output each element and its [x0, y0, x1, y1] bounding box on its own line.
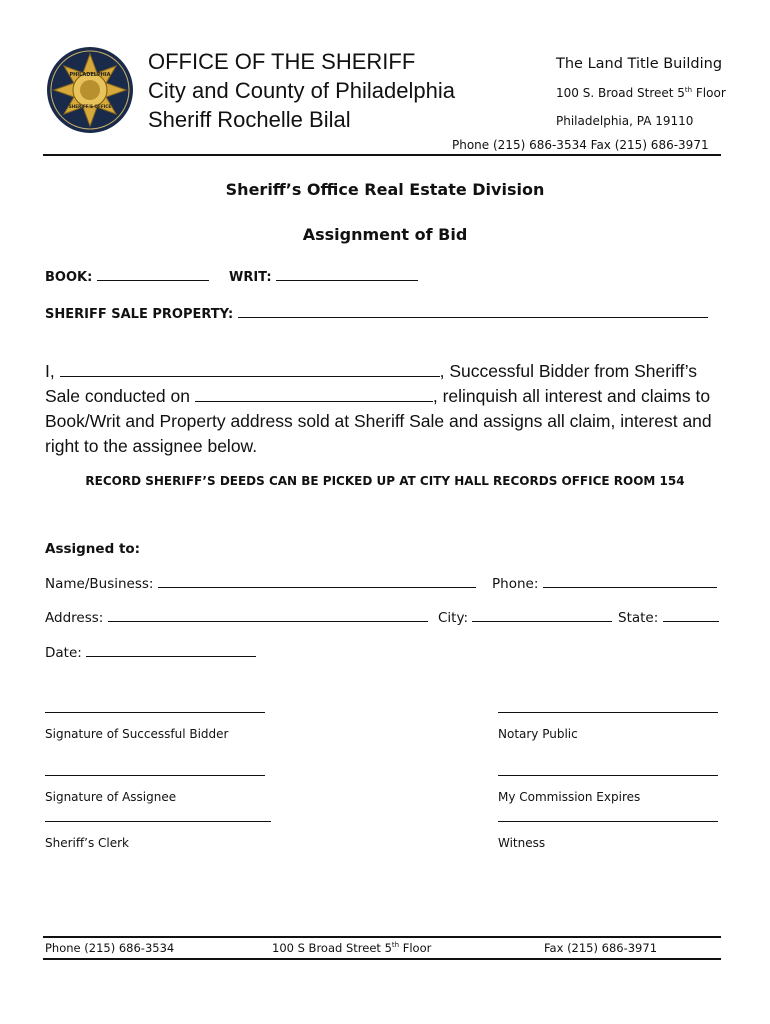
- header-street-post: Floor: [692, 86, 726, 100]
- header-street-pre: 100 S. Broad Street 5: [556, 86, 685, 100]
- name-business-input[interactable]: [158, 575, 476, 588]
- seal-star-icon: [46, 46, 134, 134]
- header-contact: Phone (215) 686-3534 Fax (215) 686-3971: [452, 138, 709, 152]
- witness-label: Witness: [498, 836, 546, 850]
- header-street-sup: th: [684, 86, 693, 94]
- phone-label: Phone:: [492, 576, 539, 592]
- clerk-signature-line[interactable]: [45, 821, 271, 822]
- footer-street-sup: th: [391, 941, 400, 950]
- name-business-field: [45, 575, 476, 592]
- city-input[interactable]: [472, 609, 612, 622]
- date-field: [45, 644, 256, 661]
- commission-line[interactable]: [498, 775, 718, 776]
- para-l1-b: , Successful Bidder from Sheriff’s: [439, 361, 698, 381]
- assignment-para-line3: Book/Writ and Property address sold at Sheriff Sale and assigns all claim, interest and: [45, 411, 712, 431]
- city-label: City:: [438, 610, 469, 626]
- assignee-signature-line[interactable]: [45, 775, 265, 776]
- header-city: Philadelphia, PA 19110: [556, 114, 694, 128]
- form-title: Assignment of Bid: [302, 225, 468, 244]
- para-l2-a: Sale conducted on: [45, 386, 190, 406]
- footer-top-divider: [43, 936, 721, 938]
- division-title: Sheriff’s Office Real Estate Division: [225, 180, 545, 199]
- date-label: Date:: [45, 645, 82, 661]
- state-label: State:: [618, 610, 659, 626]
- writ-input[interactable]: [276, 268, 418, 281]
- notary-signature-line[interactable]: [498, 712, 718, 713]
- address-field: [45, 609, 428, 626]
- header-building: The Land Title Building: [556, 56, 723, 72]
- bidder-signature-line[interactable]: [45, 712, 265, 713]
- header-divider: [43, 154, 721, 156]
- bidder-name-input[interactable]: [60, 362, 440, 377]
- para-l2-b: , relinquish all interest and claims to: [432, 386, 711, 406]
- book-label: BOOK:: [45, 270, 93, 285]
- bidder-signature-label: Signature of Successful Bidder: [45, 727, 229, 741]
- header-sheriff: Sheriff Rochelle Bilal: [148, 107, 351, 132]
- footer-bottom-divider: [43, 958, 721, 960]
- deed-notice: RECORD SHERIFF’S DEEDS CAN BE PICKED UP AT CITY HALL RECORDS OFFICE ROOM 154: [85, 474, 685, 488]
- notary-label: Notary Public: [498, 727, 578, 741]
- state-input[interactable]: [663, 609, 719, 622]
- assigned-to-heading: Assigned to:: [45, 541, 141, 557]
- property-input[interactable]: [238, 305, 708, 318]
- city-field: [438, 609, 612, 626]
- state-field: [618, 609, 719, 626]
- footer-street-post: Floor: [399, 941, 432, 955]
- sale-date-input[interactable]: [195, 387, 433, 402]
- address-label: Address:: [45, 610, 104, 626]
- assignment-para-line4: right to the assignee below.: [45, 436, 258, 456]
- footer-fax: Fax (215) 686-3971: [544, 941, 658, 955]
- seal-top-text: PHILADELPHIA: [69, 72, 111, 78]
- writ-field: [229, 268, 418, 285]
- name-business-label: Name/Business:: [45, 576, 154, 592]
- assignment-para-line2: [45, 384, 710, 409]
- footer-street: [272, 941, 431, 955]
- clerk-label: Sheriff’s Clerk: [45, 836, 129, 850]
- address-input[interactable]: [108, 609, 428, 622]
- assignment-para-line1: [45, 359, 697, 384]
- header-jurisdiction: City and County of Philadelphia: [148, 78, 455, 103]
- property-field: [45, 305, 708, 322]
- header-office: OFFICE OF THE SHERIFF: [148, 49, 416, 74]
- footer-street-pre: 100 S Broad Street 5: [272, 941, 392, 955]
- assignee-signature-label: Signature of Assignee: [45, 790, 177, 804]
- book-input[interactable]: [97, 268, 209, 281]
- writ-label: WRIT:: [229, 270, 272, 285]
- sheriff-seal: [46, 46, 134, 134]
- property-label: SHERIFF SALE PROPERTY:: [45, 307, 234, 322]
- phone-input[interactable]: [543, 575, 717, 588]
- para-l1-a: I,: [45, 361, 55, 381]
- witness-line[interactable]: [498, 821, 718, 822]
- book-field: [45, 268, 209, 285]
- date-input[interactable]: [86, 644, 256, 657]
- header-street: [556, 86, 726, 100]
- seal-bottom-text: SHERIFF'S OFFICE: [68, 104, 112, 109]
- phone-field: [492, 575, 717, 592]
- footer-phone: Phone (215) 686-3534: [45, 941, 175, 955]
- commission-label: My Commission Expires: [498, 790, 641, 804]
